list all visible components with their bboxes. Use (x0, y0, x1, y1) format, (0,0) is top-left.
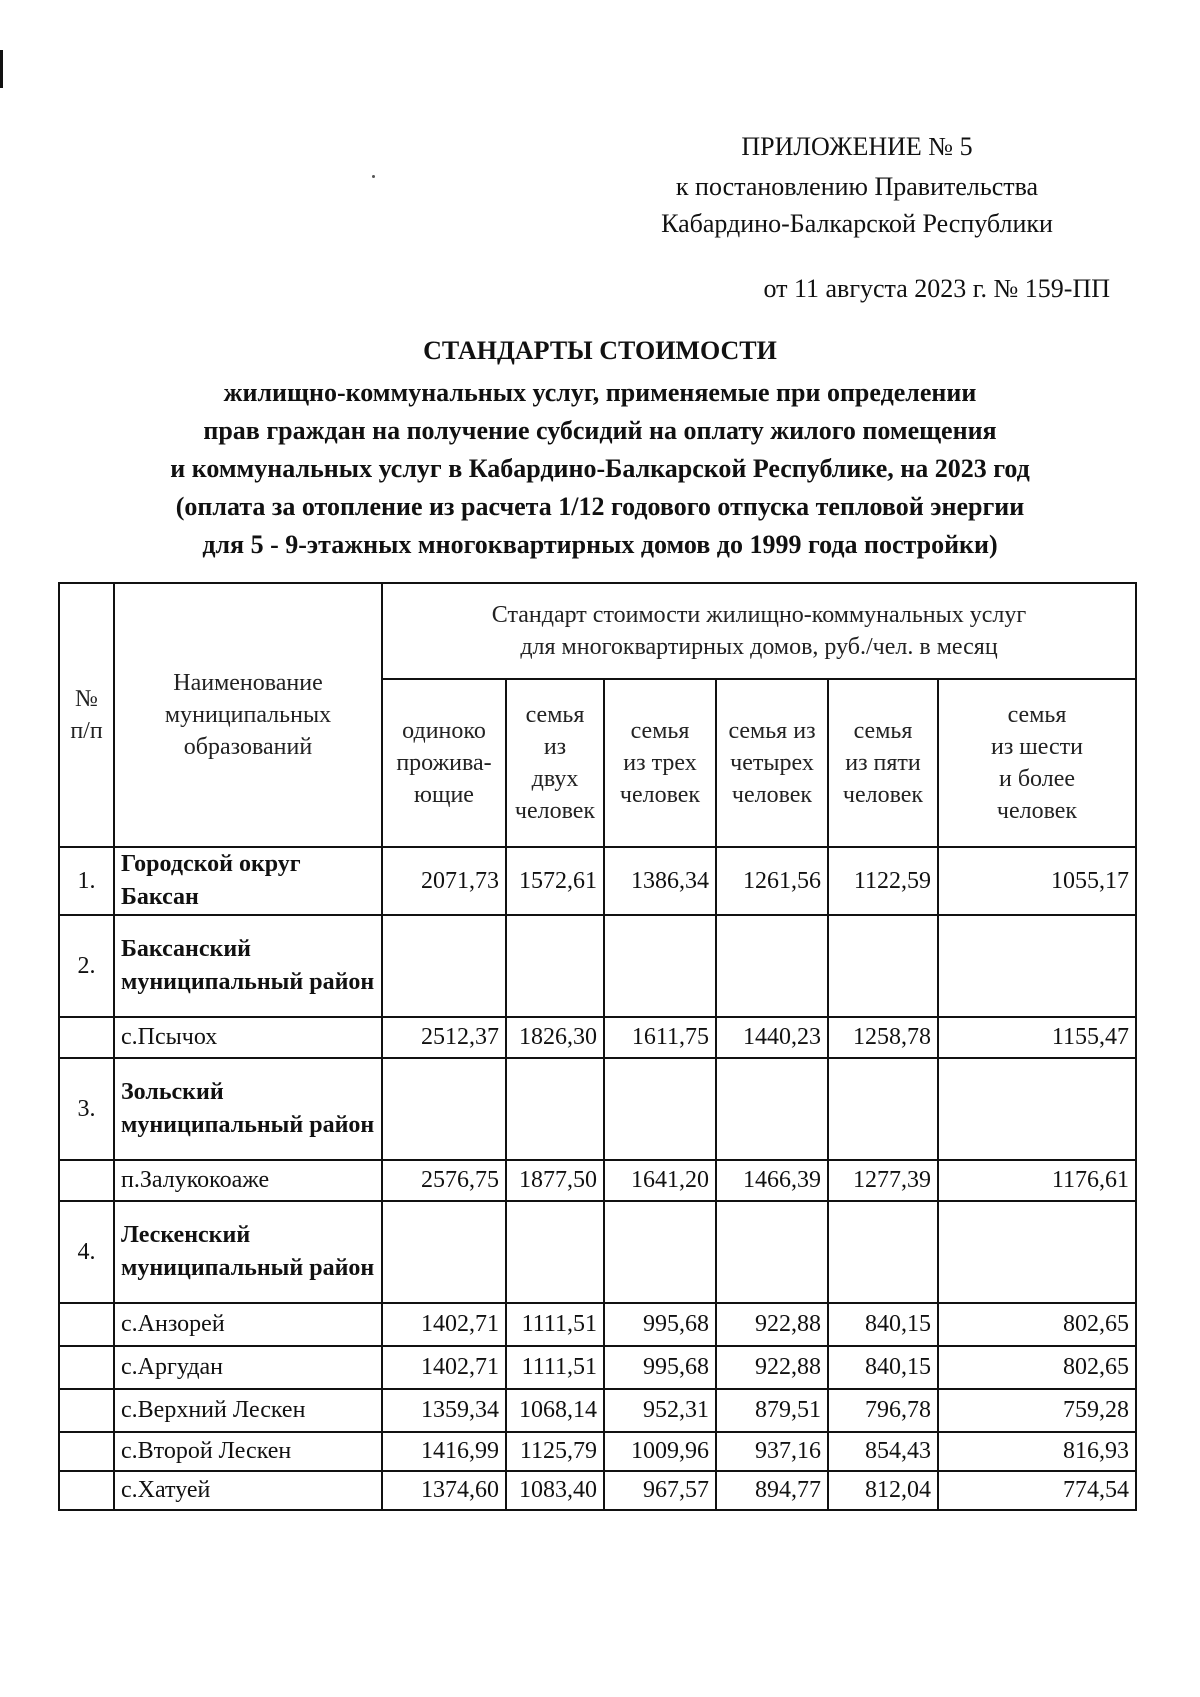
cost-value-household-1 (382, 915, 506, 1017)
table-row (59, 1303, 1136, 1346)
cost-value-household-6: 774,54 (938, 1471, 1136, 1510)
municipality-name: с.Верхний Лескен (114, 1389, 382, 1432)
cost-value-household-3: 1386,34 (604, 847, 716, 915)
municipality-name: Лескенский муниципальный район (114, 1201, 382, 1303)
row-number (59, 1303, 114, 1346)
cost-value-household-1 (382, 1058, 506, 1160)
cost-value-household-3: 1641,20 (604, 1160, 716, 1201)
document-title: СТАНДАРТЫ СТОИМОСТИ (423, 336, 777, 365)
municipality-name: Городской округ Баксан (114, 847, 382, 915)
cost-value-household-3: 995,68 (604, 1346, 716, 1389)
header-household-4: семья из четырех человек (716, 679, 828, 847)
row-number (59, 1160, 114, 1201)
cost-value-household-6 (938, 1058, 1136, 1160)
document-subtitle: жилищно-коммунальных услуг, применяемые при определении прав граждан на получение субсидий на оплату жилого помещения и коммунальных услуг в Кабардино-Балкарской Республике, на 2023 год (оплата за отопление из расчета 1/12 годового отпуска тепловой энергии для 5 - 9-этажных многоквартирных домов до 1999 года постройки) (170, 378, 1030, 559)
cost-value-household-2: 1111,51 (506, 1346, 604, 1389)
row-number (59, 1017, 114, 1058)
cost-value-household-3 (604, 1201, 716, 1303)
table-row (59, 1201, 1136, 1303)
cost-value-household-2 (506, 915, 604, 1017)
municipality-name: Баксанский муниципальный район (114, 915, 382, 1017)
appendix-title: ПРИЛОЖЕНИЕ № 5 (741, 132, 973, 161)
cost-value-household-6: 802,65 (938, 1346, 1136, 1389)
row-number (59, 1389, 114, 1432)
cost-value-household-4: 1261,56 (716, 847, 828, 915)
cost-value-household-3 (604, 915, 716, 1017)
municipality-name: с.Аргудан (114, 1346, 382, 1389)
cost-value-household-2: 1125,79 (506, 1432, 604, 1471)
cost-value-household-4: 922,88 (716, 1346, 828, 1389)
appendix-government-line: Кабардино-Балкарской Республики (661, 209, 1053, 238)
municipality-name: Зольский муниципальный район (114, 1058, 382, 1160)
header-household-1: одиноко прожива- ющие (382, 679, 506, 847)
cost-value-household-1 (382, 1201, 506, 1303)
cost-value-household-2: 1572,61 (506, 847, 604, 915)
cost-value-household-5 (828, 1058, 938, 1160)
cost-value-household-5: 812,04 (828, 1471, 938, 1510)
header-household-5: семья из пяти человек (828, 679, 938, 847)
cost-value-household-4: 1440,23 (716, 1017, 828, 1058)
municipality-name: с.Анзорей (114, 1303, 382, 1346)
cost-value-household-6: 1055,17 (938, 847, 1136, 915)
scan-speck (372, 175, 375, 178)
header-cost-standard: Стандарт стоимости жилищно-коммунальных услуг для многоквартирных домов, руб./чел. в месяц (382, 583, 1136, 679)
table-row (59, 915, 1136, 1017)
table-row (59, 1058, 1136, 1160)
cost-value-household-5: 854,43 (828, 1432, 938, 1471)
cost-value-household-1: 1416,99 (382, 1432, 506, 1471)
cost-value-household-6 (938, 1201, 1136, 1303)
cost-value-household-5: 840,15 (828, 1346, 938, 1389)
cost-value-household-5: 1258,78 (828, 1017, 938, 1058)
cost-value-household-3 (604, 1058, 716, 1160)
header-number: № п/п (59, 583, 114, 847)
scan-edge-mark (0, 50, 3, 88)
cost-value-household-2: 1826,30 (506, 1017, 604, 1058)
table-row (59, 1389, 1136, 1432)
cost-value-household-1: 2071,73 (382, 847, 506, 915)
cost-value-household-5: 1277,39 (828, 1160, 938, 1201)
cost-value-household-6: 759,28 (938, 1389, 1136, 1432)
cost-value-household-6 (938, 915, 1136, 1017)
cost-value-household-4: 879,51 (716, 1389, 828, 1432)
cost-value-household-2: 1068,14 (506, 1389, 604, 1432)
header-household-3: семья из трех человек (604, 679, 716, 847)
cost-value-household-2: 1083,40 (506, 1471, 604, 1510)
cost-value-household-2: 1877,50 (506, 1160, 604, 1201)
cost-value-household-4 (716, 1058, 828, 1160)
header-municipality: Наименование муниципальных образований (114, 583, 382, 847)
cost-value-household-2: 1111,51 (506, 1303, 604, 1346)
table-row (59, 1160, 1136, 1201)
cost-value-household-1: 1359,34 (382, 1389, 506, 1432)
cost-value-household-1: 2576,75 (382, 1160, 506, 1201)
municipality-name: с.Псычох (114, 1017, 382, 1058)
cost-value-household-4: 937,16 (716, 1432, 828, 1471)
cost-value-household-1: 1402,71 (382, 1303, 506, 1346)
cost-value-household-3: 995,68 (604, 1303, 716, 1346)
cost-value-household-5 (828, 1201, 938, 1303)
header-household-6: семья из шести и более человек (938, 679, 1136, 847)
row-number (59, 1432, 114, 1471)
row-number (59, 1346, 114, 1389)
cost-standards-table (58, 582, 1137, 1511)
cost-value-household-5: 840,15 (828, 1303, 938, 1346)
cost-value-household-4 (716, 1201, 828, 1303)
cost-value-household-2 (506, 1201, 604, 1303)
cost-value-household-1: 1374,60 (382, 1471, 506, 1510)
cost-value-household-5: 1122,59 (828, 847, 938, 915)
cost-value-household-3: 952,31 (604, 1389, 716, 1432)
cost-value-household-5: 796,78 (828, 1389, 938, 1432)
cost-value-household-3: 1611,75 (604, 1017, 716, 1058)
header-household-2: семья из двух человек (506, 679, 604, 847)
table-row (59, 847, 1136, 915)
cost-value-household-1: 2512,37 (382, 1017, 506, 1058)
row-number: 2. (59, 915, 114, 1017)
table-row (59, 1432, 1136, 1471)
municipality-name: с.Второй Лескен (114, 1432, 382, 1471)
row-number: 1. (59, 847, 114, 915)
table-row (59, 1017, 1136, 1058)
cost-value-household-4: 922,88 (716, 1303, 828, 1346)
municipality-name: с.Хатуей (114, 1471, 382, 1510)
cost-value-household-1: 1402,71 (382, 1346, 506, 1389)
row-number (59, 1471, 114, 1510)
cost-value-household-6: 802,65 (938, 1303, 1136, 1346)
cost-value-household-4 (716, 915, 828, 1017)
cost-value-household-4: 894,77 (716, 1471, 828, 1510)
cost-value-household-6: 1176,61 (938, 1160, 1136, 1201)
row-number: 3. (59, 1058, 114, 1160)
table-row (59, 1471, 1136, 1510)
appendix-date: от 11 августа 2023 г. № 159-ПП (763, 274, 1110, 303)
cost-value-household-3: 967,57 (604, 1471, 716, 1510)
cost-value-household-3: 1009,96 (604, 1432, 716, 1471)
municipality-name: п.Залукокоаже (114, 1160, 382, 1201)
table-row (59, 1346, 1136, 1389)
cost-value-household-4: 1466,39 (716, 1160, 828, 1201)
cost-value-household-6: 816,93 (938, 1432, 1136, 1471)
cost-value-household-5 (828, 915, 938, 1017)
row-number: 4. (59, 1201, 114, 1303)
cost-value-household-2 (506, 1058, 604, 1160)
appendix-resolution-line: к постановлению Правительства (675, 172, 1039, 201)
cost-value-household-6: 1155,47 (938, 1017, 1136, 1058)
